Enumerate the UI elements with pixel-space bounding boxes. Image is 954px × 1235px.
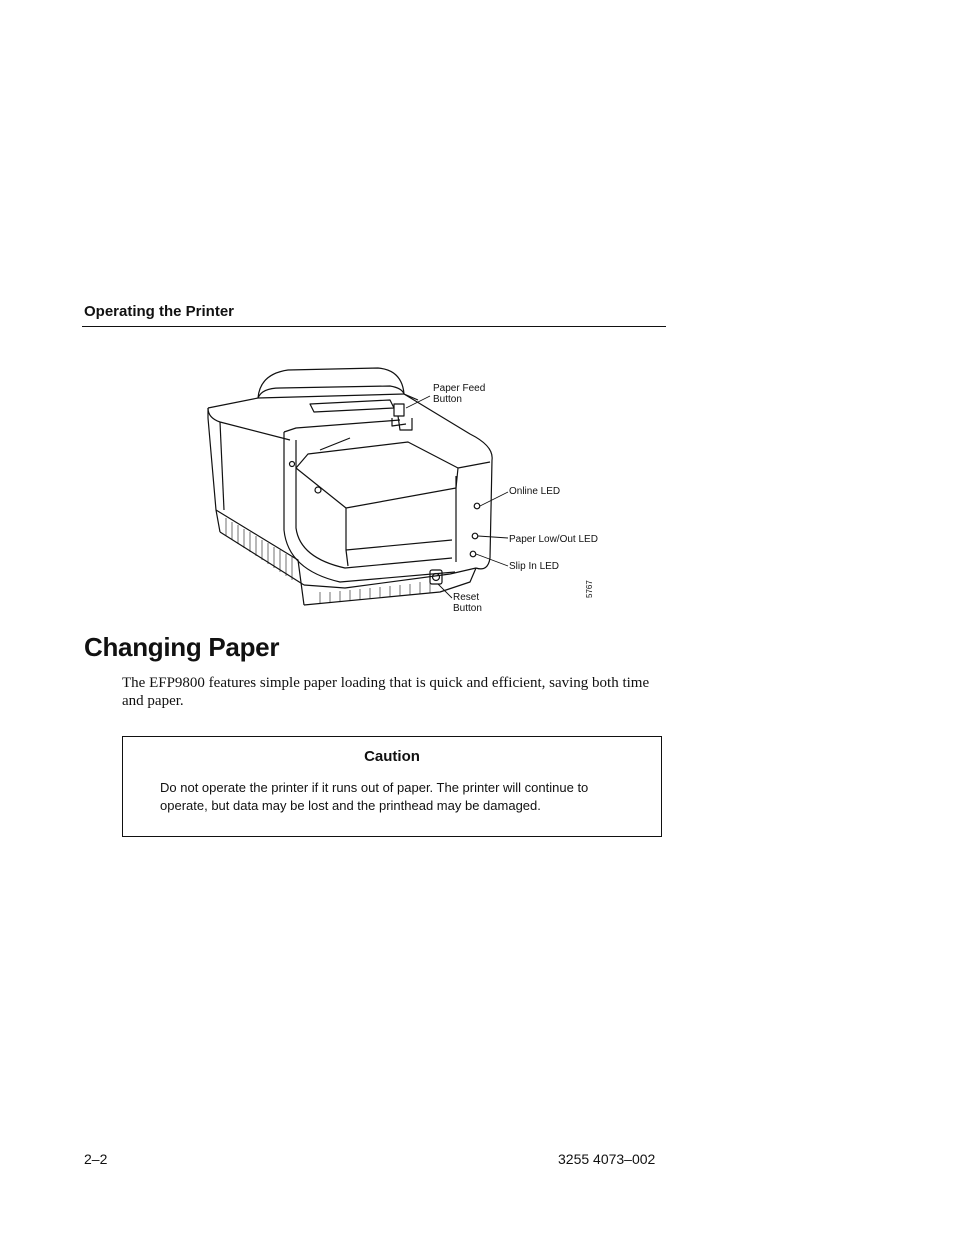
printer-drawing (180, 360, 640, 625)
figure-number: 5767 (585, 580, 594, 598)
page-number: 2–2 (84, 1151, 108, 1167)
section-title: Changing Paper (84, 632, 280, 662)
section-body: The EFP9800 features simple paper loading that is quick and efficient, saving both time and paper. (122, 675, 650, 709)
reset-button-label (453, 592, 482, 614)
caution-text: Do not operate the printer if it runs out of paper. The printer will continue to operate, but data may be lost and the printhead may be damaged. (160, 780, 589, 813)
caution-box (122, 736, 662, 837)
reset-button-label-line2: Button (453, 603, 482, 614)
online-led-label: Online LED (509, 486, 561, 497)
running-header: Operating the Printer (84, 303, 235, 320)
document-number: 3255 4073–002 (558, 1151, 656, 1167)
reset-button-label-line1: Reset (453, 592, 480, 603)
paper-low-out-led-label: Paper Low/Out LED (509, 534, 598, 545)
printer-illustration (180, 360, 640, 625)
header-rule (82, 326, 666, 327)
paper-feed-button-label (433, 383, 485, 405)
paper-feed-button-label-line1: Paper Feed (433, 383, 486, 394)
slip-in-led-label: Slip In LED (509, 561, 560, 572)
paper-feed-button-label-line2: Button (433, 394, 462, 405)
caution-title: Caution (364, 748, 420, 765)
